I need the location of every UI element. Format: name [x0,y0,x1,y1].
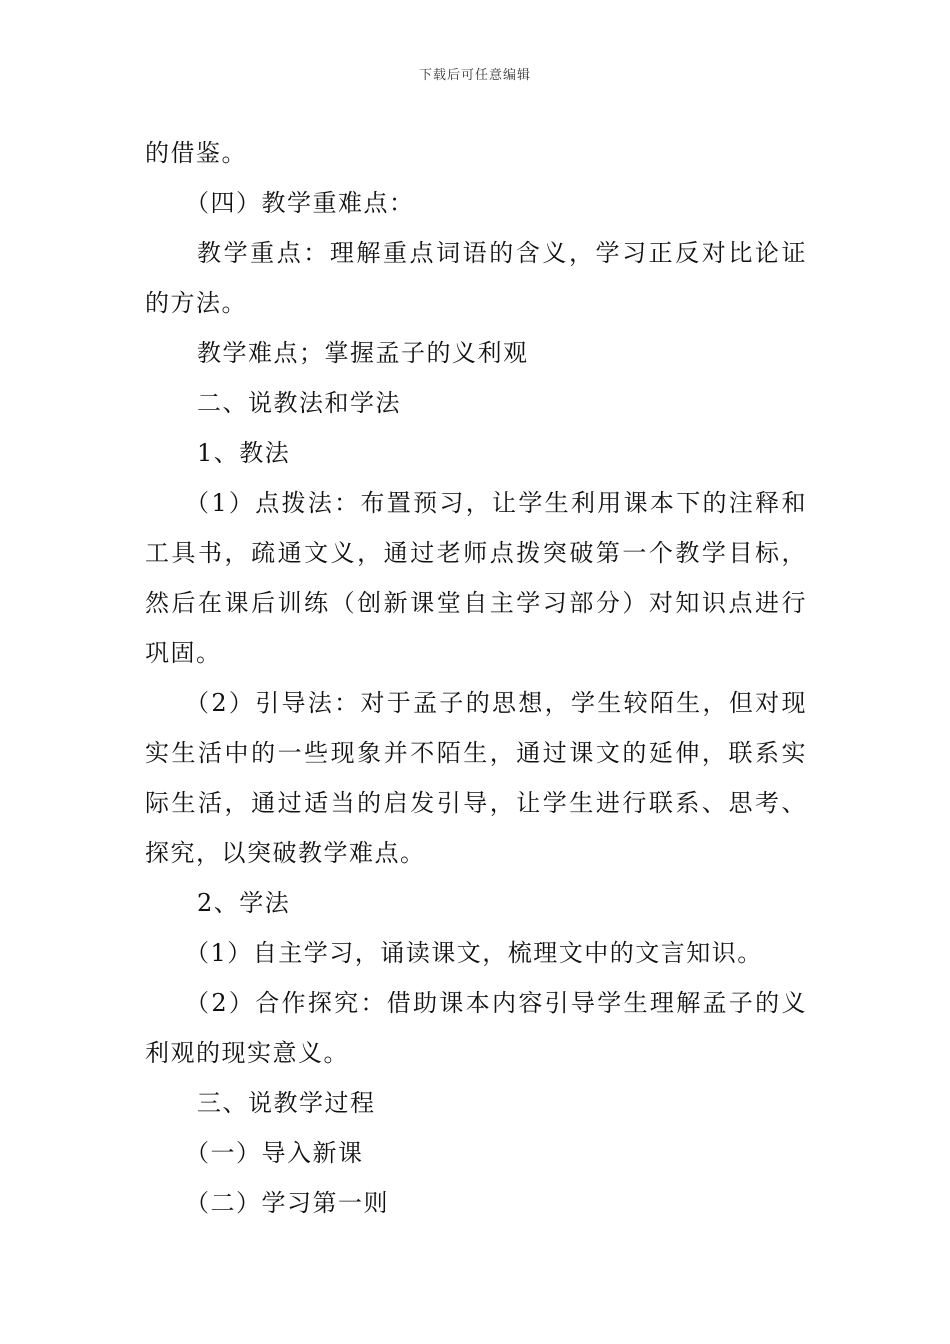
paragraph-key-points: 教学重点：理解重点词语的含义，学习正反对比论证的方法。 [145,239,807,317]
paragraph-cooperative-inquiry: （2）合作探究：借助课本内容引导学生理解孟子的义利观的现实意义。 [145,989,807,1067]
heading-key-difficult-points: （四）教学重难点： [185,189,415,217]
document-body [145,128,807,1228]
paragraph-continuation: 的借鉴。 [145,139,247,167]
heading-teaching-methods: 二、说教法和学法 [197,389,401,417]
heading-introduction: （一）导入新课 [185,1139,364,1167]
heading-teaching-process: 三、说教学过程 [197,1089,376,1117]
heading-first-section: （二）学习第一则 [185,1189,389,1217]
heading-teaching-method-1: 1、教法 [197,439,291,467]
paragraph-self-study: （1）自主学习，诵读课文，梳理文中的文言知识。 [185,939,763,967]
heading-learning-method-2: 2、学法 [197,889,291,917]
page-header: 下载后可任意编辑 [418,68,531,83]
paragraph-difficult-points: 教学难点；掌握孟子的义利观 [197,339,529,367]
paragraph-method-leading: （2）引导法：对于孟子的思想，学生较陌生，但对现实生活中的一些现象并不陌生，通过课文的延伸，联系实际生活，通过适当的启发引导，让学生进行联系、思考、探究，以突破教学难点。 [145,689,807,867]
paragraph-method-guidance: （1）点拨法：布置预习，让学生利用课本下的注释和工具书，疏通文义，通过老师点拨突破第一个教学目标，然后在课后训练（创新课堂自主学习部分）对知识点进行巩固。 [145,489,807,667]
